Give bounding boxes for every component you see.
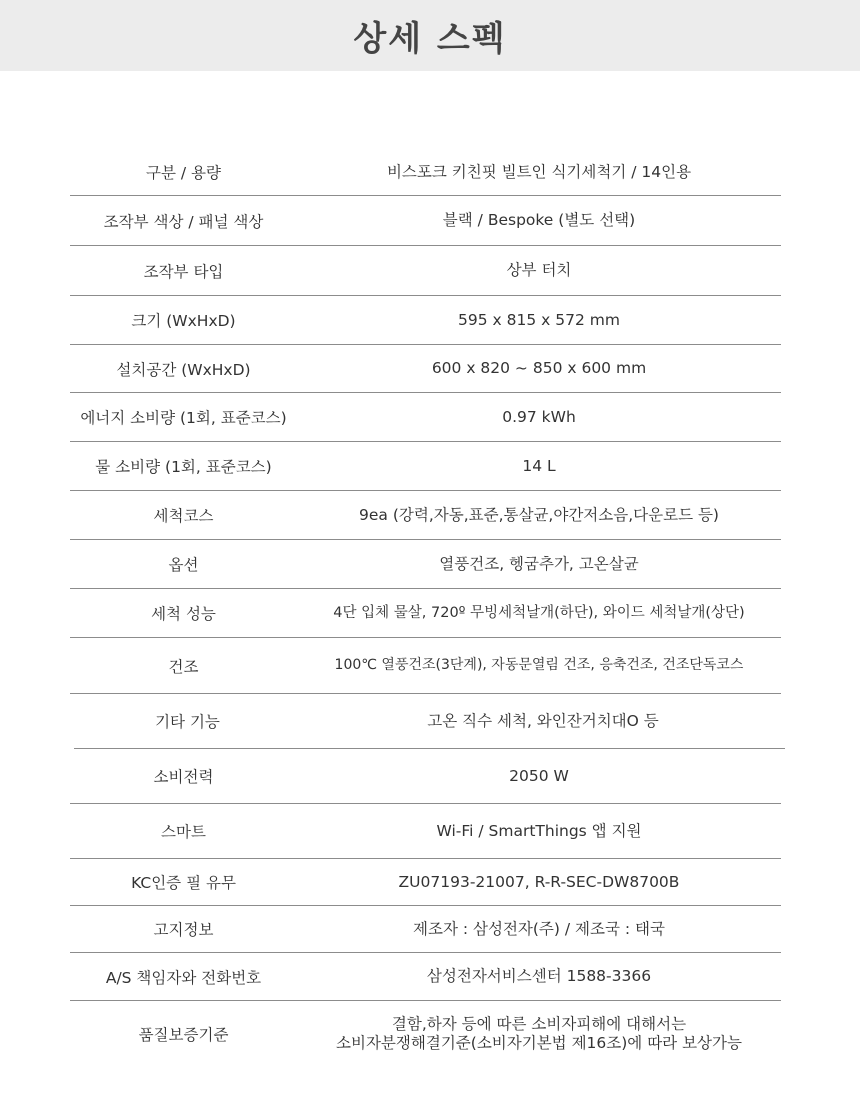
spec-row-drying: [70, 638, 781, 694]
spec-value-line: 소비자분쟁해결기준(소비자기본법 제16조)에 따라 보상가능: [336, 1034, 742, 1052]
spec-value: 비스포크 키친핏 빌트인 식기세척기 / 14인용: [386, 162, 692, 181]
spec-row-power: [70, 749, 781, 804]
spec-label: 고지정보: [153, 921, 214, 939]
spec-label: 기타 기능: [155, 713, 220, 731]
spec-row-courses: [70, 491, 781, 540]
spec-row-smart: [70, 804, 781, 859]
spec-label: 스마트: [161, 823, 206, 841]
spec-value: 2050 W: [509, 766, 569, 785]
page-title: 상세 스펙: [353, 19, 507, 59]
spec-label: KC인증 필 유무: [131, 874, 236, 892]
spec-value: 제조자 : 삼성전자(주) / 제조국 : 태국: [413, 919, 665, 938]
spec-value: 삼성전자서비스센터 1588-3366: [426, 967, 652, 985]
spec-value-line: 결함,하자 등에 따른 소비자피해에 대해서는: [391, 1015, 687, 1033]
spec-value: 14 L: [522, 456, 556, 475]
spec-row-install-space: [70, 345, 781, 393]
spec-label: 구분 / 용량: [146, 164, 221, 182]
spec-label: 설치공간 (WxHxD): [116, 360, 251, 379]
spec-row-energy: [70, 393, 781, 442]
spec-row-control-type: [70, 246, 781, 296]
spec-row-quality: [70, 1001, 781, 1067]
spec-value: 100℃ 열풍건조(3단계), 자동문열림 건조, 응축건조, 건조단독코스: [334, 657, 744, 673]
spec-row-capacity: [70, 149, 781, 196]
spec-label: 품질보증기준: [138, 1026, 229, 1044]
spec-label: 크기 (WxHxD): [131, 312, 236, 330]
spec-row-size: [70, 296, 781, 345]
spec-row-kc-cert: [70, 859, 781, 906]
spec-row-notice: [70, 906, 781, 953]
spec-row-as-contact: [70, 953, 781, 1001]
page-header: [0, 0, 860, 71]
spec-value: 열풍건조, 헹굼추가, 고온살균: [439, 554, 639, 573]
spec-label: 조작부 색상 / 패널 색상: [103, 212, 264, 231]
spec-row-wash-performance: [70, 589, 781, 638]
spec-value: ZU07193-21007, R-R-SEC-DW8700B: [398, 872, 680, 891]
spec-value: Wi-Fi / SmartThings 앱 지원: [436, 821, 642, 840]
spec-value: 600 x 820 ~ 850 x 600 mm: [431, 359, 647, 377]
spec-label: 세척 성능: [151, 605, 216, 623]
spec-label: 옵션: [168, 556, 199, 574]
spec-label: 세척코스: [153, 507, 214, 525]
spec-value: 595 x 815 x 572 mm: [458, 310, 620, 329]
spec-row-options: [70, 540, 781, 589]
spec-label: A/S 책임자와 전화번호: [105, 968, 262, 987]
spec-label: 물 소비량 (1회, 표준코스): [95, 458, 272, 476]
spec-label: 에너지 소비량 (1회, 표준코스): [80, 409, 287, 427]
spec-value: 고온 직수 세척, 와인잔거치대O 등: [427, 711, 659, 730]
spec-row-other-functions: [74, 694, 785, 749]
spec-value: 블랙 / Bespoke (별도 선택): [442, 211, 636, 229]
spec-table: [70, 149, 781, 1067]
spec-row-color: [70, 196, 781, 246]
spec-label: 조작부 타입: [143, 262, 224, 281]
spec-label: 건조: [168, 657, 199, 676]
spec-row-water: [70, 442, 781, 491]
spec-value: 0.97 kWh: [502, 407, 576, 426]
spec-value: 4단 입체 물살, 720º 무빙세척날개(하단), 와이드 세척날개(상단): [333, 604, 745, 621]
spec-value: 상부 터치: [506, 261, 572, 279]
spec-value: 9ea (강력,자동,표준,통살균,야간저소음,다운로드 등): [359, 505, 719, 524]
spec-label: 소비전력: [153, 768, 214, 786]
spec-value: [297, 1015, 781, 1053]
